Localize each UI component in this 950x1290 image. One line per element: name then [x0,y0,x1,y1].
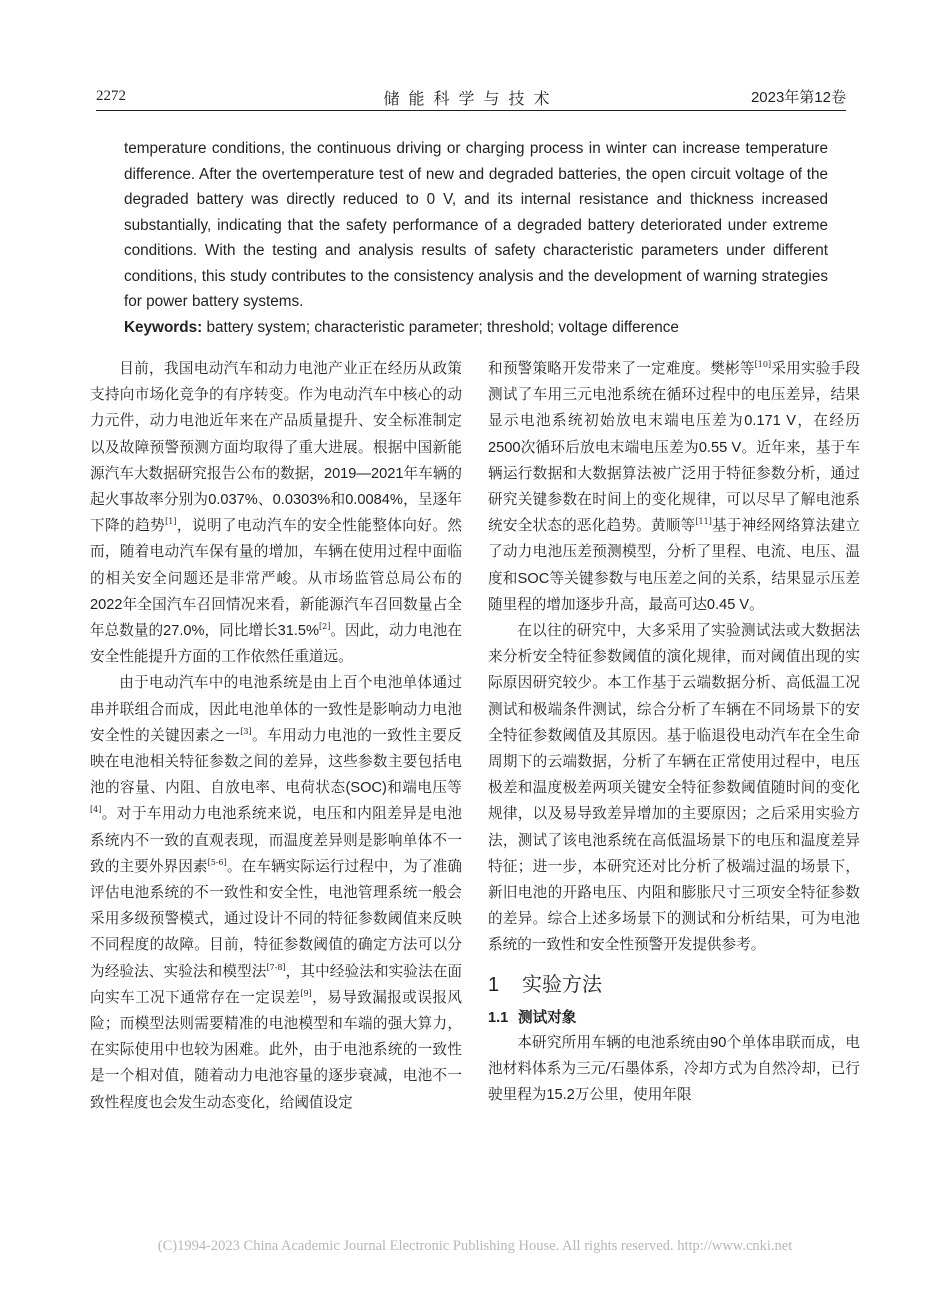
citation-ref: [4] [90,805,102,815]
citation-ref: [9] [300,989,312,999]
keywords-line [124,315,828,341]
keywords-label: Keywords: [124,318,203,336]
citation-ref: [3] [240,726,252,736]
copyright-footer: (C)1994-2023 China Academic Journal Electronic Publishing House. All rights reserved. http://www.cnki.net [157,1238,793,1254]
citation-ref: [7-8] [266,962,286,972]
intro-paragraph-2: 由于电动汽车中的电池系统是由上百个电池单体通过串并联组合而成，因此电池单体的一致性是影响动力电池安全性的关键因素之一[3]。车用动力电池的一致性主要反映在电池相关特征参数之间的差异，这些参数主要包括电池的容量、内阻、自放电率、电荷状态(SOC)和端电压等[4]。对于车用动力电池系统来说，电压和内阻差异是电池系统内不一致的直观表现，而温度差异则是影响单体不一致的主要外界因素[5-6]。在车辆实际运行过程中，为了准确评估电池系统的不一致性和安全性，电池管理系统一般会采用多级预警模式，通过设计不同的特征参数阈值来反映不同程度的故障。目前，特征参数阈值的确定方法可以分为经验法、实验法和模型法[7-8]，其中经验法和实验法在面向实车工况下通常存在一定误差[9]，易导致漏报或误报风险；而模型法则需要精准的电池模型和车端的强大算力，在实际使用中也较为困难。此外，由于电池系统的一致性是一个相对值，随着动力电池容量的逐步衰减，电池不一致性程度也会发生动态变化，给阈值设定 [90,674,462,1111]
left-column [90,356,462,1116]
abstract-text: temperature conditions, the continuous driving or charging process in winter can increase temperature difference. After the overtemperature test of new and degraded batteries, the open circuit voltage of the degraded battery was directly reduced to 0 V, and its internal resistance and thickness increased substantially, indicating that the safety performance of a degraded battery deteriorated under extreme conditions. With the testing and analysis results of safety characteristic parameters under different conditions, this study contributes to the consistency analysis and the development of warning strategies for power battery systems. [124,140,828,310]
subsection-title: 测试对象 [518,1008,577,1026]
intro-paragraph-2-continued: 和预警策略开发带来了一定难度。樊彬等[10]采用实验手段测试了车用三元电池系统在循环过程中的电压差异，结果显示电池系统初始放电末端电压差为0.171 V，在经历2500次循环后放电末端电压差为0.55 V。近年来，基于车辆运行数据和大数据算法被广泛用于特征参数分析，通过研究关键参数在时间上的变化规律，可以尽早了解电池系统安全状态的恶化趋势。黄顺等[11]基于神经网络算法建立了动力电池压差预测模型，分析了里程、电流、电压、温度和SOC等关键参数与电压差之间的关系，结果显示压差随里程的增加逐步升高，最高可达0.45 V。 [488,360,860,613]
running-header [96,82,846,112]
section-heading [488,969,860,1000]
header-divider [96,110,846,111]
volume-label: 2023年第12卷 [750,89,846,106]
intro-paragraph-1: 目前，我国电动汽车和动力电池产业正在经历从政策支持向市场化竞争的有序转变。作为电动汽车中核心的动力元件，动力电池近年来在产品质量提升、安全标准制定以及故障预警预测方面均取得了重大进展。根据中国新能源汽车大数据研究报告公布的数据，2019—2021年车辆的起火事故率分别为0.037%、0.0303%和0.0084%，呈逐年下降的趋势[1]，说明了电动汽车的安全性能整体向好。然而，随着电动汽车保有量的增加，车辆在使用过程中面临的相关安全问题还是非常严峻。从市场监管总局公布的2022年全国汽车召回情况来看，新能源汽车召回数量占全年总数量的27.0%，同比增长31.5%[2]。因此，动力电池在安全性能提升方面的工作依然任重道远。 [90,360,462,666]
citation-ref: [1] [165,517,177,527]
journal-title: 储能科学与技术 [383,89,559,108]
right-column [488,356,860,1108]
citation-ref: [10] [754,360,772,370]
english-abstract [124,136,828,340]
section-number: 1 [488,973,500,996]
page-number: 2272 [96,88,126,104]
section-title: 实验方法 [522,971,602,996]
citation-ref: [11] [695,517,712,527]
intro-paragraph-3: 在以往的研究中，大多采用了实验测试法或大数据法来分析安全特征参数阈值的演化规律，而对阈值出现的实际原因研究较少。本工作基于云端数据分析、高低温工况测试和极端条件测试，综合分析了车辆在不同场景下的安全特征参数阈值及其原因。基于临退役电动汽车在全生命周期下的云端数据，分析了车辆在正常使用过程中，电压极差和温度极差两项关键安全特征参数阈值随时间的变化规律，以及易导致差异增加的主要原因；之后采用实验方法，测试了该电池系统在高低温场景下的电压和温度差异特征；进一步，本研究还对比分析了极端过温的场景下，新旧电池的开路电压、内阻和膨胀尺寸三项安全特征参数的差异。综合上述多场景下的测试和分析结果，可为电池系统的一致性和安全性预警开发提供参考。 [488,622,860,954]
subsection-heading [488,1006,860,1030]
citation-ref: [2] [319,622,331,632]
test-object-paragraph: 本研究所用车辆的电池系统由90个单体串联而成，电池材料体系为三元/石墨体系，冷却方式为自然冷却，已行驶里程为15.2万公里，使用年限 [488,1033,860,1104]
keywords-text: battery system; characteristic parameter; threshold; voltage difference [202,318,679,336]
citation-ref: [5-6] [207,858,227,867]
subsection-number: 1.1 [488,1009,509,1026]
